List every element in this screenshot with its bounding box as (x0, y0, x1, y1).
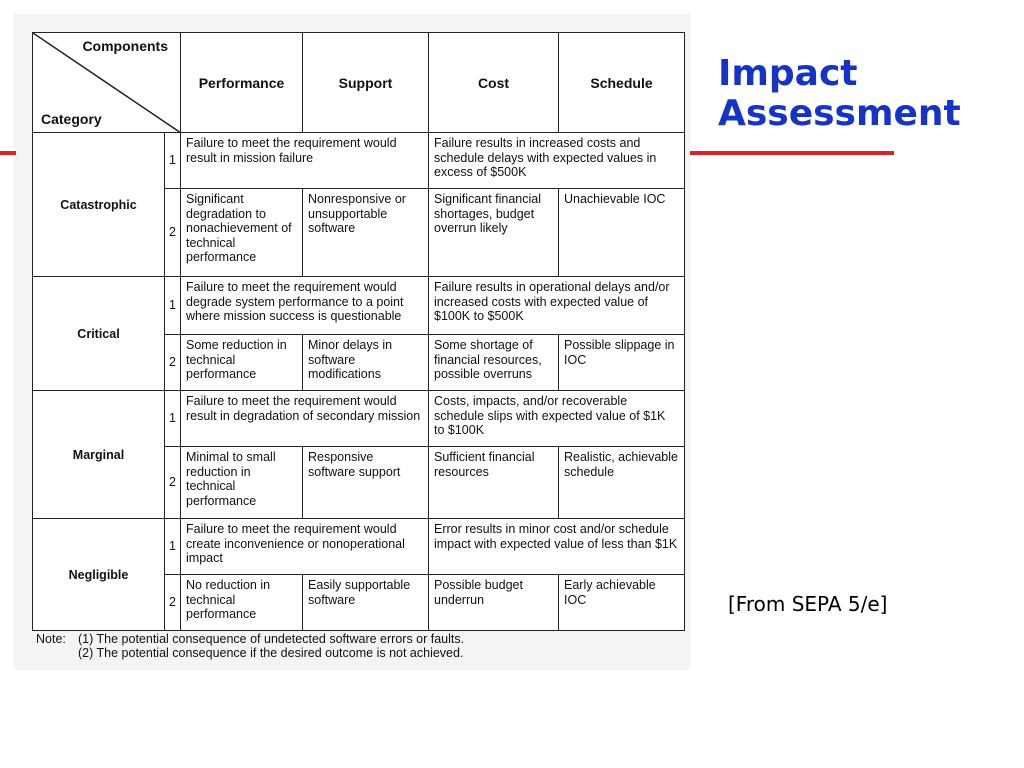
cell-support: Responsive software support (303, 447, 429, 519)
row-number: 2 (165, 335, 181, 391)
title-line-2: Assessment (718, 93, 961, 134)
row-number: 1 (165, 391, 181, 447)
cell-cost: Some shortage of financial resources, possible overruns (429, 335, 559, 391)
cell-performance-support: Failure to meet the requirement would create inconvenience or nonoperational impact (181, 519, 429, 575)
cell-support: Minor delays in software modifications (303, 335, 429, 391)
left-red-rule (0, 151, 16, 155)
category-negligible: Negligible (33, 519, 165, 631)
category-label: Category (41, 110, 102, 127)
note-label: Note: (36, 632, 66, 646)
row-number: 1 (165, 133, 181, 189)
cell-cost-schedule: Costs, impacts, and/or recoverable schedule slips with expected value of $1K to $100K (429, 391, 685, 447)
table-note (36, 632, 465, 660)
header-support: Support (303, 33, 429, 133)
cell-performance-support: Failure to meet the requirement would result in mission failure (181, 133, 429, 189)
row-number: 1 (165, 277, 181, 335)
right-red-rule (690, 151, 894, 155)
header-schedule: Schedule (559, 33, 685, 133)
cell-cost-schedule: Failure results in operational delays and/or increased costs with expected value of $100K to $500K (429, 277, 685, 335)
cell-performance: No reduction in technical performance (181, 575, 303, 631)
cell-performance-support: Failure to meet the requirement would result in degradation of secondary mission (181, 391, 429, 447)
cell-performance: Significant degradation to nonachievement of technical performance (181, 189, 303, 277)
components-label: Components (82, 38, 168, 54)
cell-performance: Minimal to small reduction in technical performance (181, 447, 303, 519)
cell-schedule: Early achievable IOC (559, 575, 685, 631)
cell-cost: Sufficient financial resources (429, 447, 559, 519)
row-number: 2 (165, 189, 181, 277)
note-line-1: (1) The potential consequence of undetected software errors or faults. (78, 632, 465, 646)
cell-cost: Significant financial shortages, budget overrun likely (429, 189, 559, 277)
cell-cost-schedule: Error results in minor cost and/or schedule impact with expected value of less than $1K (429, 519, 685, 575)
note-line-2: (2) The potential consequence if the desired outcome is not achieved. (78, 646, 464, 660)
row-number: 2 (165, 575, 181, 631)
title-line-1: Impact (718, 53, 858, 94)
header-performance: Performance (181, 33, 303, 133)
cell-schedule: Realistic, achievable schedule (559, 447, 685, 519)
header-corner-cell (33, 33, 181, 133)
category-catastrophic: Catastrophic (33, 133, 165, 277)
row-number: 1 (165, 519, 181, 575)
header-cost: Cost (429, 33, 559, 133)
cell-performance: Some reduction in technical performance (181, 335, 303, 391)
cell-cost-schedule: Failure results in increased costs and schedule delays with expected values in excess of $500K (429, 133, 685, 189)
cell-performance-support: Failure to meet the requirement would degrade system performance to a point where mission success is questionable (181, 277, 429, 335)
cell-schedule: Unachievable IOC (559, 189, 685, 277)
cell-support: Easily supportable software (303, 575, 429, 631)
cell-schedule: Possible slippage in IOC (559, 335, 685, 391)
source-citation: [From SEPA 5/e] (728, 592, 888, 616)
cell-cost: Possible budget underrun (429, 575, 559, 631)
slide-title (718, 54, 961, 134)
cell-support: Nonresponsive or unsupportable software (303, 189, 429, 277)
row-number: 2 (165, 447, 181, 519)
category-critical: Critical (33, 277, 165, 391)
impact-assessment-table (32, 32, 685, 631)
category-marginal: Marginal (33, 391, 165, 519)
